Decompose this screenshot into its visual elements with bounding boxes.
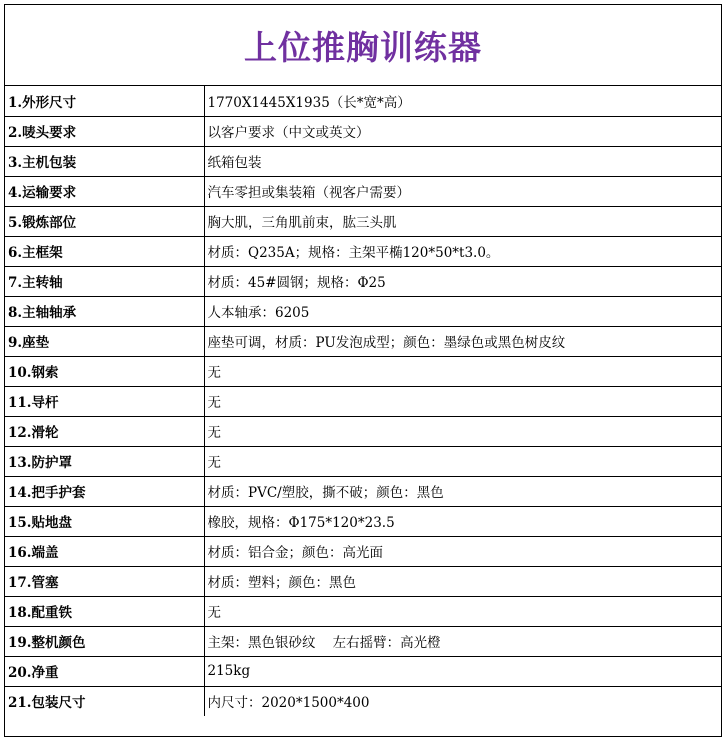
table-row [5,446,721,476]
spec-value: 无 [204,446,721,476]
table-row [5,146,721,176]
table-row [5,536,721,566]
spec-label: 17.管塞 [5,566,204,596]
spec-value: 座垫可调，材质：PU发泡成型；颜色：墨绿色或黑色树皮纹 [204,326,721,356]
spec-value: 主架：黑色银砂纹 左右摇臂：高光橙 [204,626,721,656]
spec-label: 7.主转轴 [5,266,204,296]
table-row [5,206,721,236]
table-row [5,236,721,266]
table-row [5,116,721,146]
spec-value: 胸大肌，三角肌前束，肱三头肌 [204,206,721,236]
table-row [5,386,721,416]
spec-label: 19.整机颜色 [5,626,204,656]
spec-label: 18.配重铁 [5,596,204,626]
spec-label: 5.锻炼部位 [5,206,204,236]
spec-label: 13.防护罩 [5,446,204,476]
spec-value: 橡胶，规格：Φ175*120*23.5 [204,506,721,536]
title-row [5,5,721,86]
table-row [5,656,721,686]
spec-label: 16.端盖 [5,536,204,566]
table-row [5,476,721,506]
spec-label: 20.净重 [5,656,204,686]
spec-label: 4.运输要求 [5,176,204,206]
spec-value: 内尺寸：2020*1500*400 [207,695,370,712]
spec-value: 215kg [204,656,721,686]
spec-value: 无 [204,356,721,386]
spec-value: 无 [204,416,721,446]
spec-sheet [4,4,722,737]
spec-value: 纸箱包装 [204,146,721,176]
spec-label: 8.主轴轴承 [5,296,204,326]
table-row [5,566,721,596]
table-row [5,596,721,626]
spec-value: 无 [204,386,721,416]
table-row [5,686,721,716]
spec-label: 14.把手护套 [5,476,204,506]
spec-value: 材质：塑料；颜色：黑色 [204,566,721,596]
spec-value: 以客户要求（中文或英文） [204,116,721,146]
spec-label: 10.钢索 [5,356,204,386]
spec-value: 无 [204,596,721,626]
spec-value: 材质：Q235A；规格：主架平椭120*50*t3.0。 [204,236,721,266]
spec-label: 2.唛头要求 [5,116,204,146]
spec-value: 材质：45#圆钢；规格：Φ25 [204,266,721,296]
spec-value: 1770X1445X1935（长*宽*高） [204,86,721,116]
spec-value: 人本轴承：6205 [204,296,721,326]
table-row [5,266,721,296]
spec-value: 汽车零担或集装箱（视客户需要） [204,176,721,206]
spec-label: 15.贴地盘 [5,506,204,536]
table-row [5,506,721,536]
spec-label: 6.主框架 [5,236,204,266]
table-row [5,296,721,326]
table-row [5,176,721,206]
spec-value: 材质：铝合金；颜色：高光面 [204,536,721,566]
spec-label: 3.主机包装 [5,146,204,176]
table-row [5,86,721,116]
table-row [5,416,721,446]
spec-label: 12.滑轮 [5,416,204,446]
table-row [5,326,721,356]
page-title: 上位推胸训练器 [244,27,482,67]
spec-label: 9.座垫 [5,326,204,356]
spec-label: 21.包装尺寸 [5,686,204,716]
spec-label: 11.导杆 [5,386,204,416]
table-row [5,626,721,656]
table-row [5,356,721,386]
spec-label: 1.外形尺寸 [5,86,204,116]
spec-table [5,86,721,716]
spec-value: 材质：PVC/塑胶，撕不破；颜色：黑色 [204,476,721,506]
